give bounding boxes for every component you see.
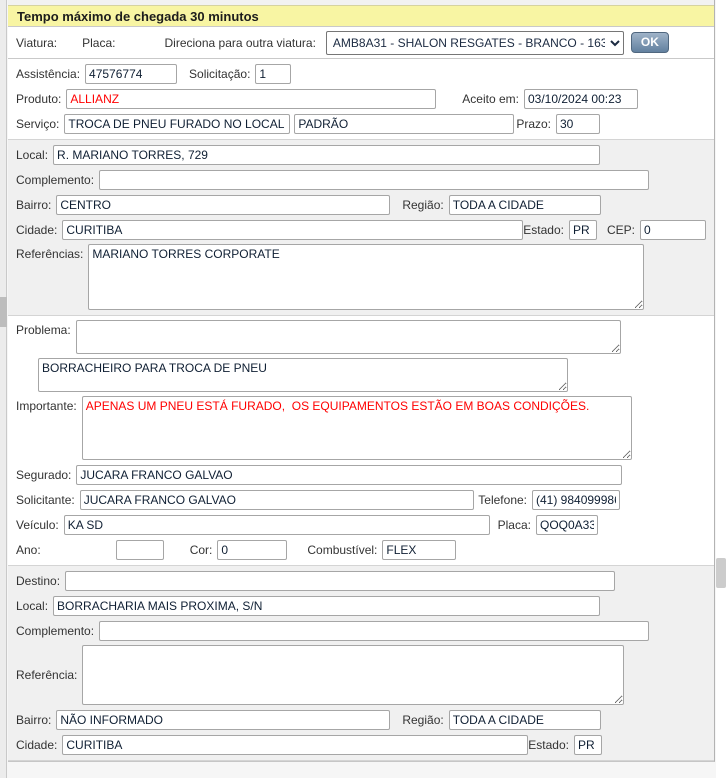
bairro-row [8,192,714,217]
ok-button[interactable]: OK [631,32,669,53]
destino-row [8,568,714,593]
solicitante-row [8,487,714,512]
ano-cor-combustivel-row [8,537,714,562]
section-endereco-origem [8,139,714,316]
produto-label: Produto: [16,91,62,106]
cep-label: CEP: [606,222,635,237]
cor-label: Cor: [189,542,213,557]
section-destino [8,565,714,761]
solicitante-label: Solicitante: [16,492,75,507]
local-row [8,142,714,167]
cep-input[interactable] [640,220,706,240]
prazo-input[interactable] [556,114,600,134]
viatura-label: Viatura: [16,35,58,50]
veiculo-row [8,512,714,537]
problema-row [8,318,714,356]
cidade-input[interactable] [62,220,523,240]
destino-bairro-label: Bairro: [16,712,52,727]
complemento-input[interactable] [99,170,649,190]
combustivel-input[interactable] [382,540,456,560]
local-input[interactable] [53,145,600,165]
ano-input[interactable] [116,540,164,560]
scrollbar-thumb[interactable] [716,558,726,588]
page-title: Tempo máximo de chegada 30 minutos [8,5,714,27]
complemento-row [8,167,714,192]
importante-textarea[interactable] [82,396,632,460]
combustivel-label: Combustível: [307,542,378,557]
problema-textarea[interactable] [76,320,621,354]
estado-input[interactable] [569,220,597,240]
telefone-input[interactable] [532,490,620,510]
destino-complemento-label: Complemento: [16,623,95,638]
left-splitter[interactable] [0,0,7,778]
regiao-label: Região: [402,197,444,212]
regiao-input[interactable] [449,195,601,215]
servico-input[interactable] [64,114,290,134]
assistencia-row [8,61,714,86]
destino-estado-label: Estado: [528,737,569,752]
destino-local-label: Local: [16,598,49,613]
direciona-label: Direciona para outra viatura: [164,35,316,50]
referencias-textarea[interactable] [88,244,644,310]
destino-cidade-label: Cidade: [16,737,58,752]
estado-label: Estado: [523,222,564,237]
placa-label: Placa: [82,35,116,50]
servico-label: Serviço: [16,116,60,131]
destino-bairro-input[interactable] [56,710,390,730]
solicitacao-input[interactable] [255,64,291,84]
produto-row [8,86,714,111]
destino-label: Destino: [16,573,61,588]
placa-field-label: Placa: [497,517,531,532]
destino-cidade-input[interactable] [62,735,528,755]
destino-complemento-input[interactable] [99,621,649,641]
destino-bairro-row [8,707,714,732]
destino-estado-input[interactable] [574,735,602,755]
servico-row [8,111,714,136]
complemento-label: Complemento: [16,172,95,187]
splitter-grip[interactable] [0,297,7,327]
problema-label: Problema: [16,323,71,337]
solicitante-input[interactable] [80,490,474,510]
right-scrollbar[interactable] [716,0,726,778]
dispatch-form-panel [8,0,715,762]
servico-tipo-input[interactable] [294,114,514,134]
ano-label: Ano: [16,542,41,557]
segurado-label: Segurado: [16,467,72,482]
destino-local-row [8,593,714,618]
prazo-label: Prazo: [516,116,551,131]
referencias-label: Referências: [16,247,84,261]
destino-referencia-row [8,643,714,707]
assistencia-input[interactable] [85,64,177,84]
bairro-input[interactable] [56,195,390,215]
descricao-row [8,356,714,394]
telefone-label: Telefone: [478,492,527,507]
veiculo-input[interactable] [64,515,490,535]
importante-row [8,394,714,462]
placa-input[interactable] [536,515,598,535]
segurado-row [8,462,714,487]
destino-regiao-input[interactable] [449,710,601,730]
section-assistencia [8,59,714,139]
assistencia-label: Assistência: [16,66,81,81]
local-label: Local: [16,147,49,162]
cidade-label: Cidade: [16,222,58,237]
destino-regiao-label: Região: [402,712,444,727]
destino-input[interactable] [65,571,615,591]
importante-label: Importante: [16,399,77,413]
aceito-em-label: Aceito em: [462,91,519,106]
produto-input[interactable] [66,89,436,109]
descricao-textarea[interactable] [38,358,568,392]
referencias-row [8,242,714,312]
aceito-em-input[interactable] [524,89,638,109]
cidade-row [8,217,714,242]
viatura-row [8,27,714,59]
cor-input[interactable] [217,540,287,560]
destino-referencia-label: Referência: [16,668,78,682]
destino-complemento-row [8,618,714,643]
solicitacao-label: Solicitação: [189,66,251,81]
viatura-select[interactable] [326,31,624,55]
segurado-input[interactable] [76,465,622,485]
destino-referencia-textarea[interactable] [82,645,624,705]
section-problema-veiculo [8,316,714,565]
destino-local-input[interactable] [53,596,600,616]
bairro-label: Bairro: [16,197,52,212]
veiculo-label: Veículo: [16,517,59,532]
destino-cidade-row [8,732,714,757]
